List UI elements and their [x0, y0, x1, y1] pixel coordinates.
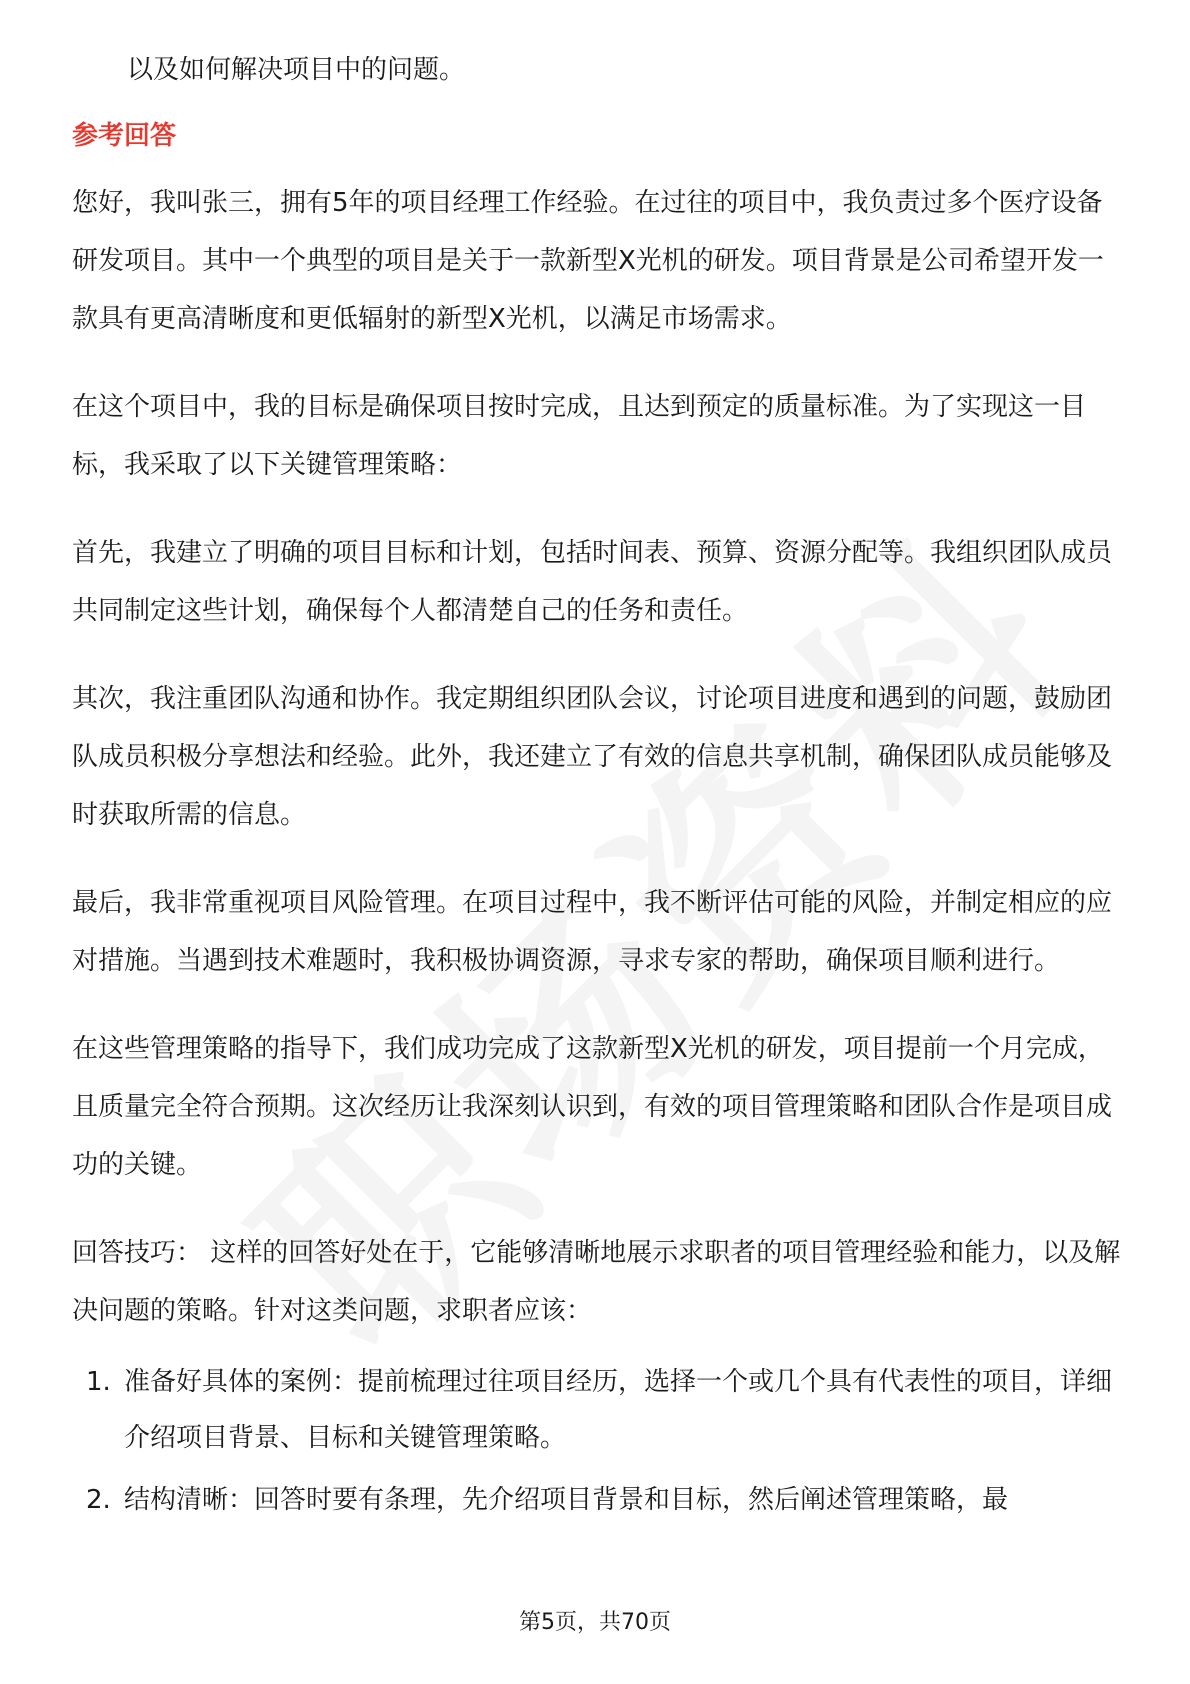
paragraph-first: 首先，我建立了明确的项目目标和计划，包括时间表、预算、资源分配等。我组织团队成员共同制定这些计划，确保每个人都清楚自己的任务和责任。	[72, 538, 1113, 626]
list-item	[72, 1354, 1122, 1466]
page-number: 第5页，共70页	[519, 1610, 671, 1635]
page-content	[72, 42, 1122, 1528]
section-heading: 参考回答	[72, 121, 177, 151]
paragraph-last: 最后，我非常重视项目风险管理。在项目过程中，我不断评估可能的风险，并制定相应的应对措施。当遇到技术难题时，我积极协调资源，寻求专家的帮助，确保项目顺利进行。	[72, 888, 1113, 976]
tips-list	[72, 1354, 1122, 1528]
paragraph-intro: 您好，我叫张三，拥有5年的项目经理工作经验。在过往的项目中，我负责过多个医疗设备研发项目。其中一个典型的项目是关于一款新型X光机的研发。项目背景是公司希望开发一款具有更高清晰度和更低辐射的新型X光机，以满足市场需求。	[72, 188, 1104, 334]
list-item-text: 准备好具体的案例：提前梳理过往项目经历，选择一个或几个具有代表性的项目，详细介绍项目背景、目标和关键管理策略。	[124, 1367, 1113, 1453]
paragraph-goal: 在这个项目中，我的目标是确保项目按时完成，且达到预定的质量标准。为了实现这一目标，我采取了以下关键管理策略：	[72, 392, 1087, 480]
list-item-number: 2.	[86, 1485, 111, 1515]
paragraph-result: 在这些管理策略的指导下，我们成功完成了这款新型X光机的研发，项目提前一个月完成，且质量完全符合预期。这次经历让我深刻认识到，有效的项目管理策略和团队合作是项目成功的关键。	[72, 1034, 1113, 1180]
continuation-line: 以及如何解决项目中的问题。	[127, 55, 466, 85]
paragraph-second: 其次，我注重团队沟通和协作。我定期组织团队会议，讨论项目进度和遇到的问题，鼓励团队成员积极分享想法和经验。此外，我还建立了有效的信息共享机制，确保团队成员能够及时获取所需的信息。	[72, 684, 1113, 830]
list-item-number: 1.	[86, 1367, 111, 1397]
list-item	[72, 1472, 1122, 1528]
list-item-text: 结构清晰：回答时要有条理，先介绍项目背景和目标，然后阐述管理策略，最	[124, 1485, 1009, 1515]
paragraph-tips: 回答技巧： 这样的回答好处在于，它能够清晰地展示求职者的项目管理经验和能力，以及解决问题的策略。针对这类问题，求职者应该：	[72, 1238, 1121, 1326]
